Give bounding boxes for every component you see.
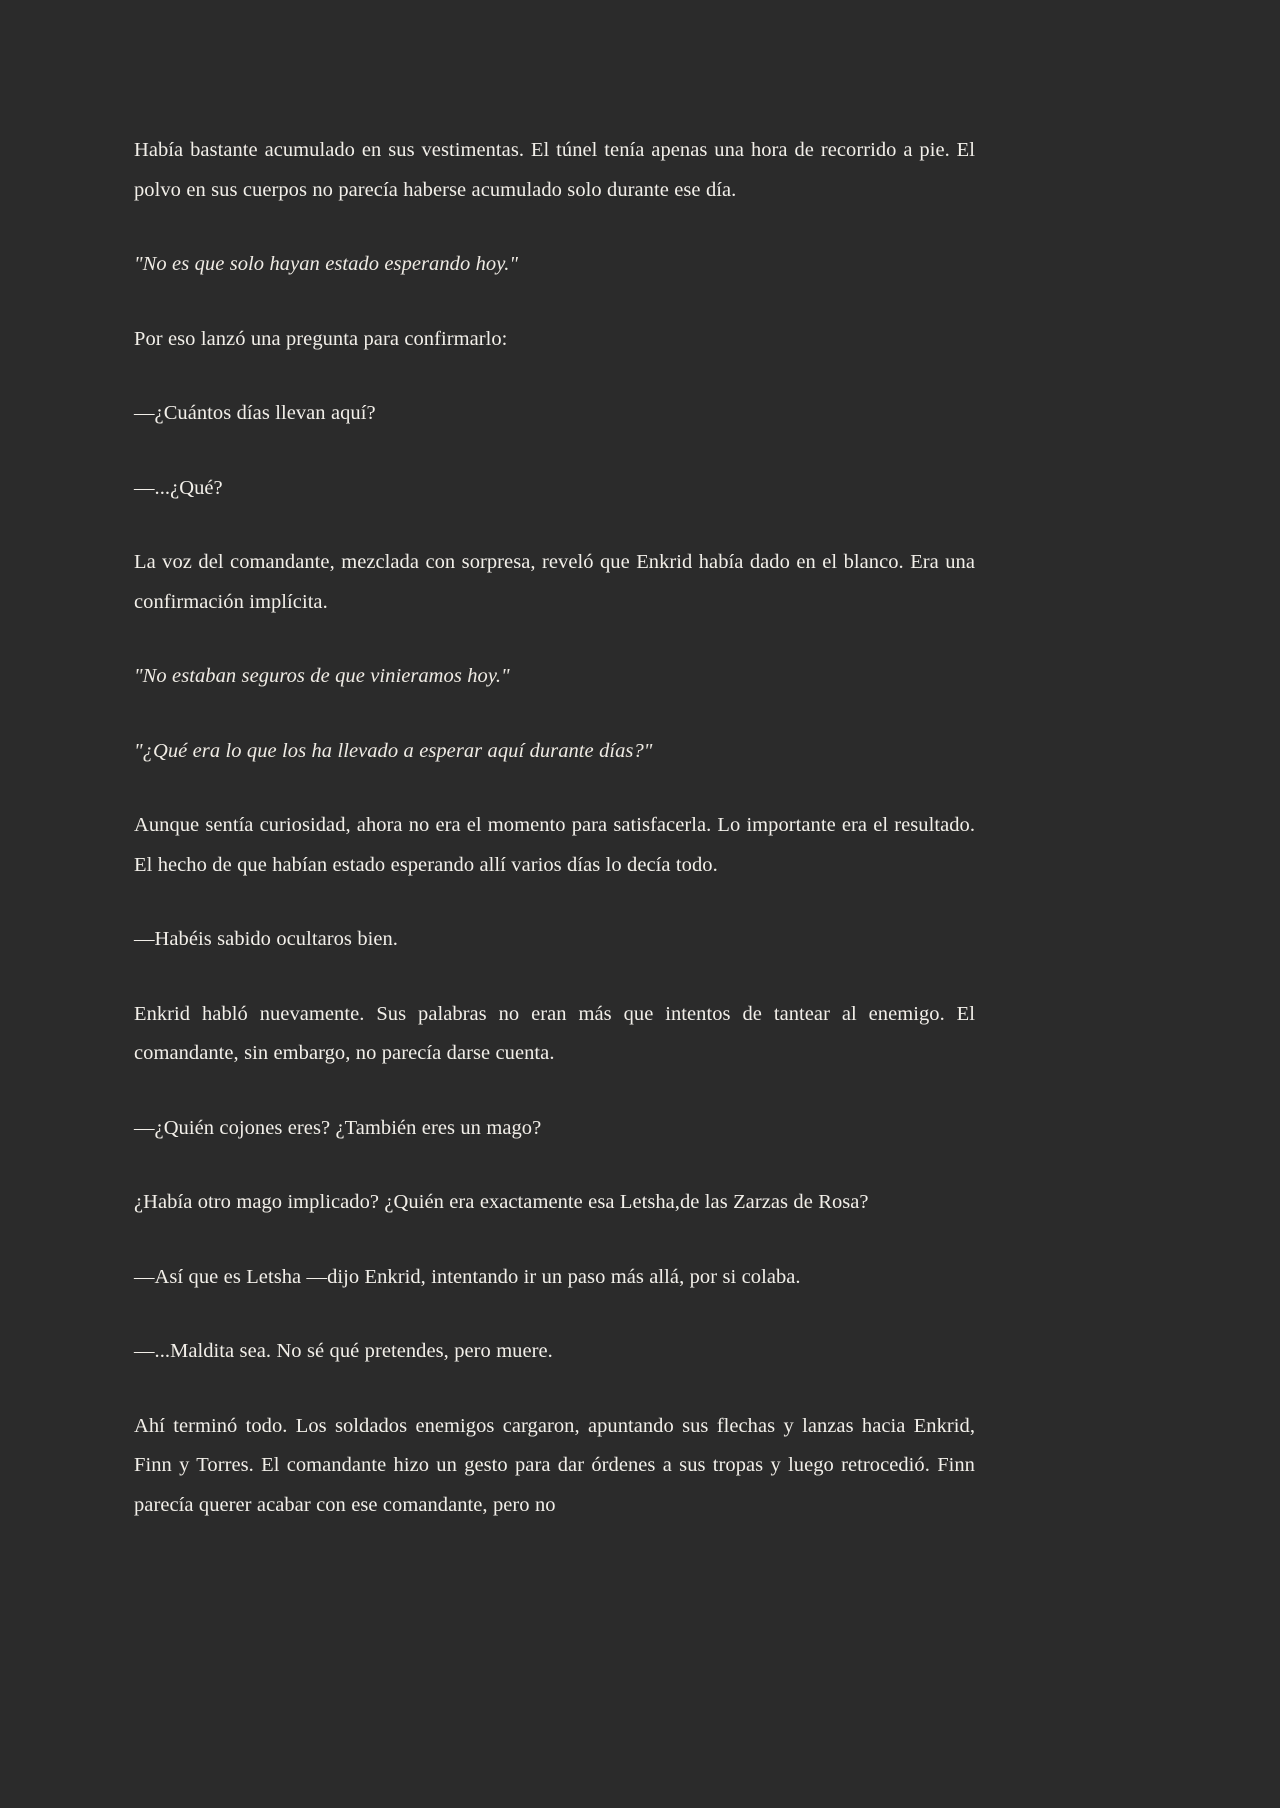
paragraph-inner-thought: "No es que solo hayan estado esperando hoy." (134, 253, 519, 275)
paragraph-narration: Ahí terminó todo. Los soldados enemigos cargaron, apuntando sus flechas y lanzas hacia Enkrid, Finn y Torres. El comandante hizo un gesto para dar órdenes a sus tropas y luego retrocedió. Finn parecía querer acabar con ese comandante, pero no (134, 1414, 975, 1516)
paragraph-dialogue: —¿Quién cojones eres? ¿También eres un mago? (134, 1116, 542, 1139)
paragraph-narration: Enkrid habló nuevamente. Sus palabras no eran más que intentos de tantear al enemigo. El comandante, sin embargo, no parecía darse cuenta. (134, 1002, 975, 1064)
paragraph-narration: La voz del comandante, mezclada con sorpresa, reveló que Enkrid había dado en el blanco. Era una confirmación implícita. (134, 551, 975, 613)
paragraph-dialogue: —...Maldita sea. No sé qué pretendes, pero muere. (134, 1340, 553, 1362)
paragraph-inner-thought: "¿Qué era lo que los ha llevado a esperar aquí durante días?" (134, 739, 653, 762)
paragraph-dialogue: —¿Cuántos días llevan aquí? (134, 402, 376, 424)
paragraph-narration: ¿Había otro mago implicado? ¿Quién era exactamente esa Letsha,de las Zarzas de Rosa? (134, 1191, 869, 1213)
paragraph-dialogue: —Así que es Letsha —dijo Enkrid, intentando ir un paso más allá, por si colaba. (134, 1265, 801, 1288)
paragraph-inner-thought: "No estaban seguros de que vinieramos hoy." (134, 665, 510, 687)
paragraph-narration: Por eso lanzó una pregunta para confirmarlo: (134, 327, 508, 350)
paragraph-dialogue: —...¿Qué? (134, 476, 223, 499)
paragraph-dialogue: —Habéis sabido ocultaros bien. (134, 928, 398, 950)
chapter-text-body (134, 0, 975, 1585)
paragraph-narration: Había bastante acumulado en sus vestimentas. El túnel tenía apenas una hora de recorrido a pie. El polvo en sus cuerpos no parecía haberse acumulado solo durante ese día. (134, 139, 975, 201)
paragraph-narration: Aunque sentía curiosidad, ahora no era el momento para satisfacerla. Lo importante era el resultado. El hecho de que habían estado esperando allí varios días lo decía todo. (134, 814, 975, 876)
